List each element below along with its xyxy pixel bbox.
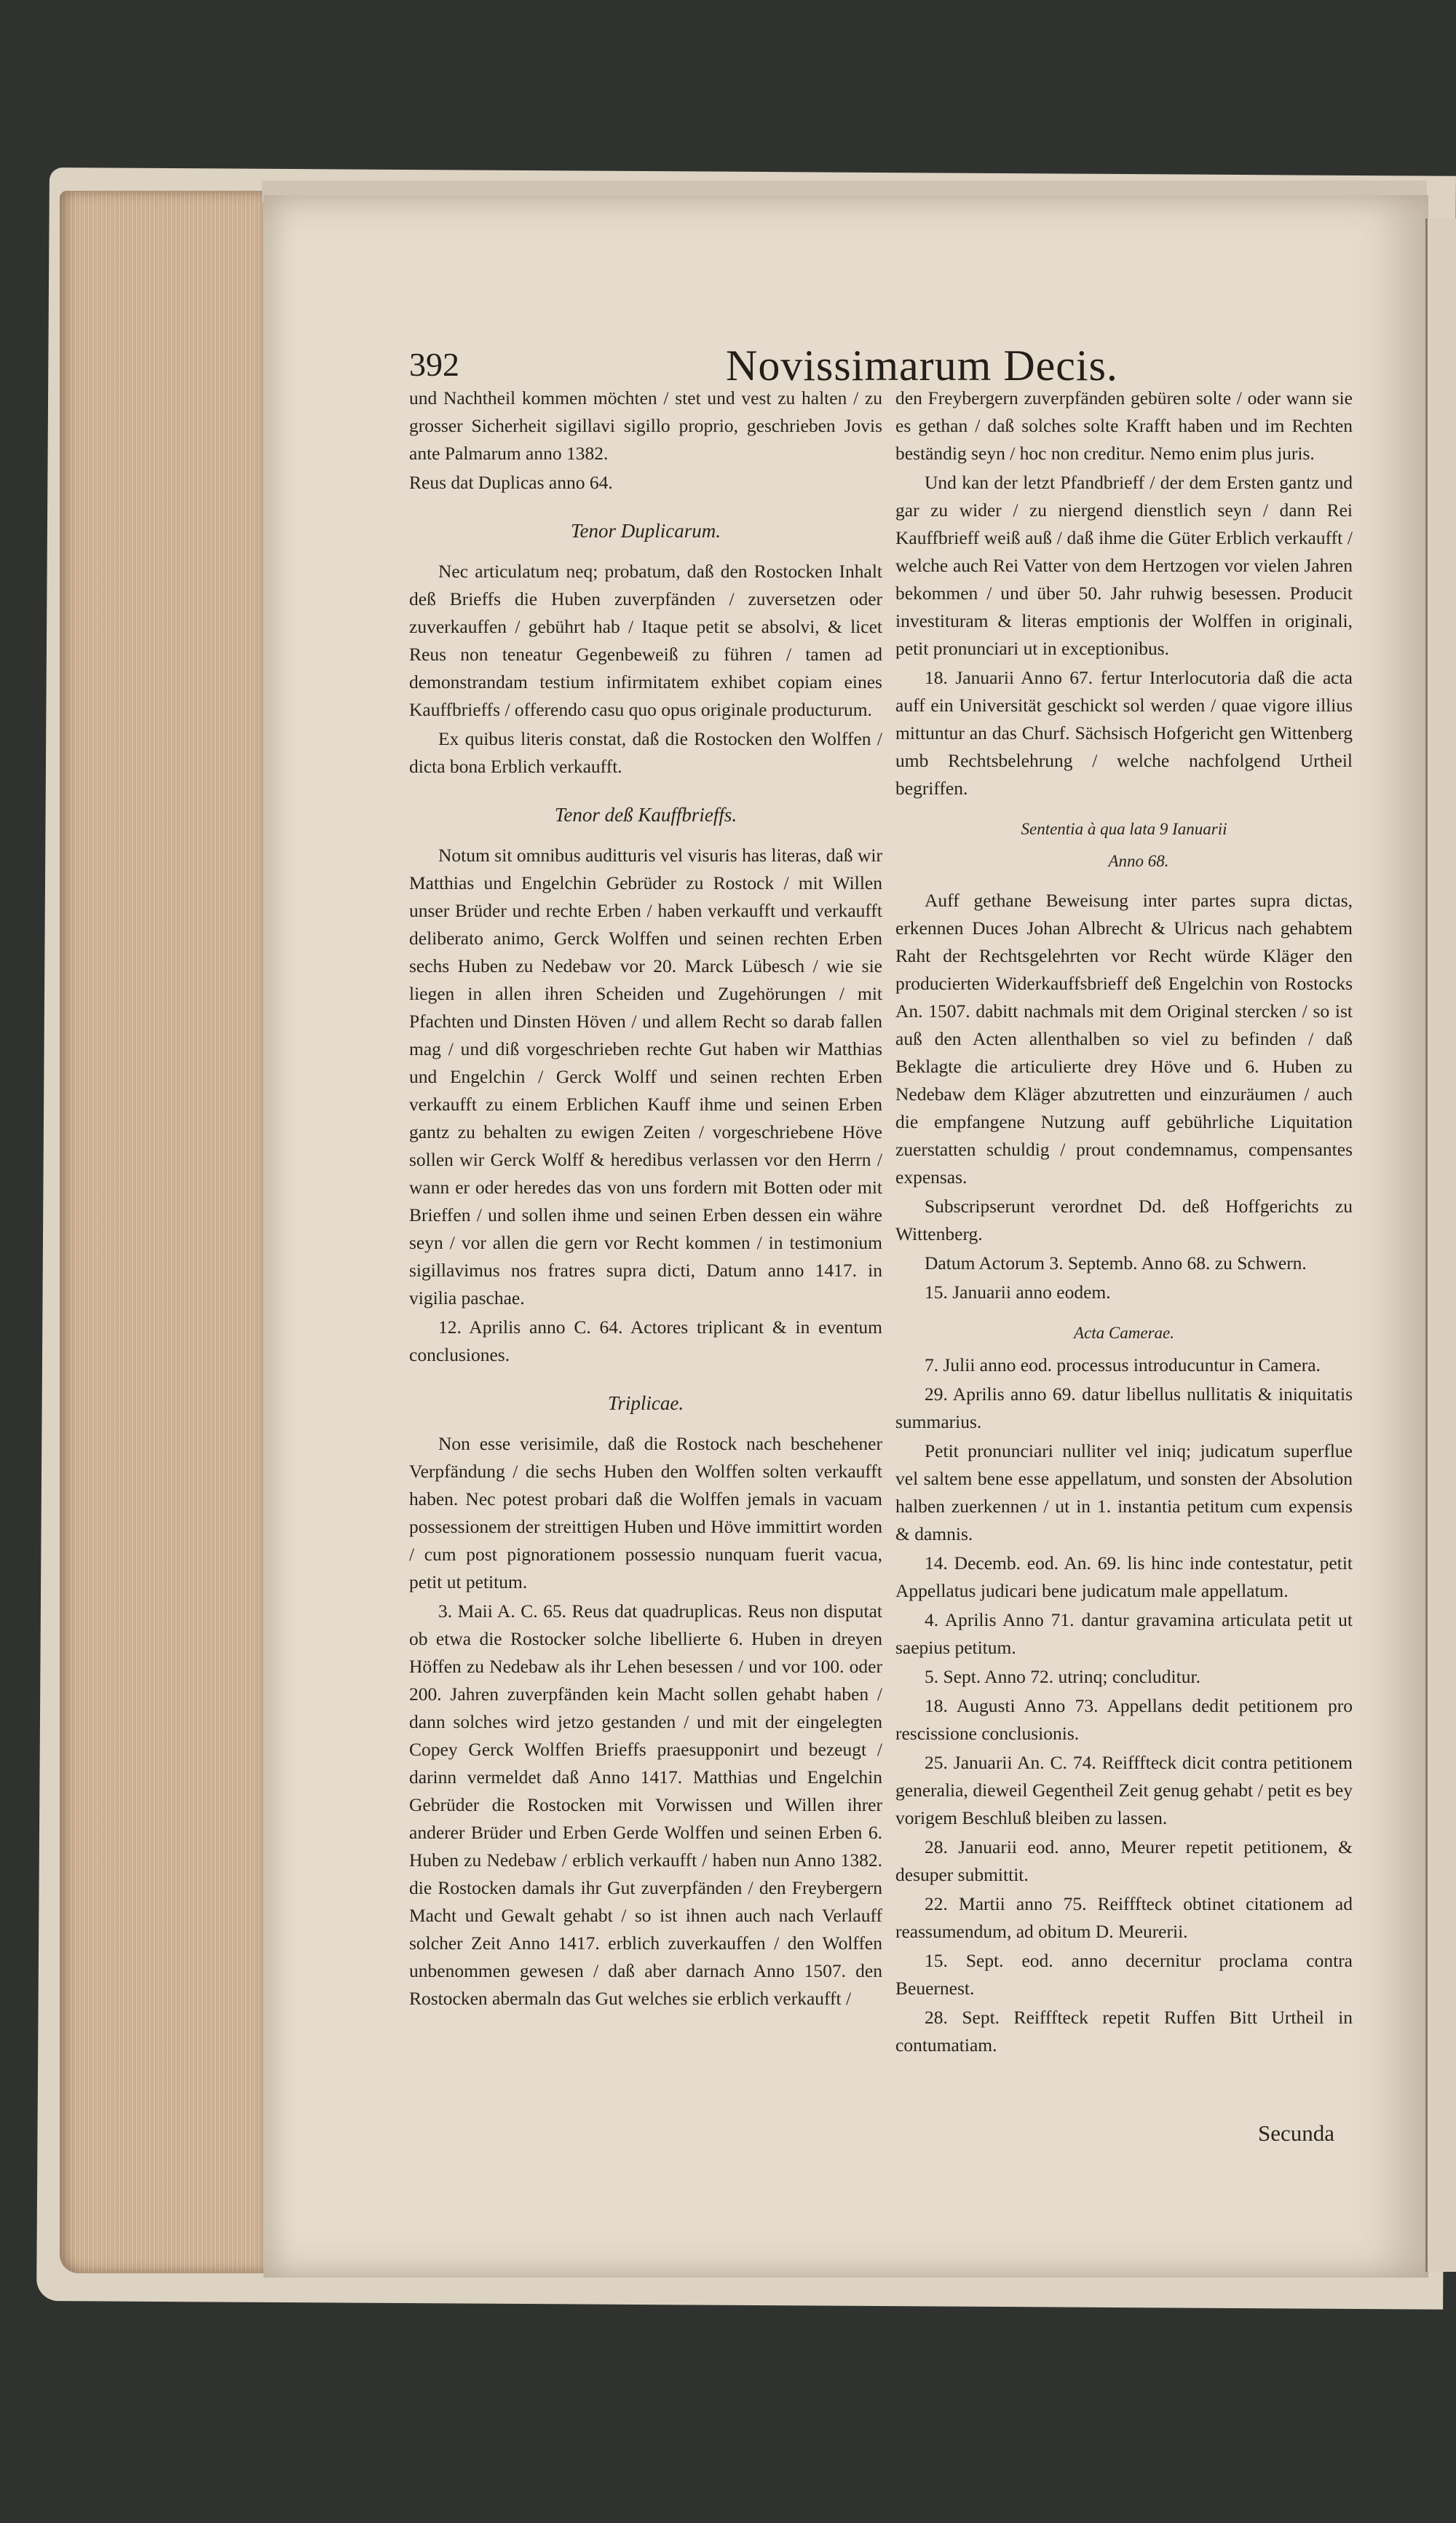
paragraph: 4. Aprilis Anno 71. dantur gravamina articulata petit ut saepius petitum. <box>895 1609 1353 1658</box>
paragraph: und Nachtheil kommen möchten / stet und vest zu halten / zu grosser Sicherheit sigillavi sigillo proprio, geschrieben Jovis ante Palmarum anno 1382. <box>409 387 882 464</box>
paragraph: 5. Sept. Anno 72. utrinq; concluditur. <box>925 1666 1200 1687</box>
paragraph: Reus dat Duplicas anno 64. <box>409 472 613 493</box>
paragraph: 29. Aprilis anno 69. datur libellus nullitatis & iniquitatis summarius. <box>895 1383 1353 1432</box>
paragraph: 14. Decemb. eod. An. 69. lis hinc inde contestatur, petit Appellatus judicari bene judicatum male appellatum. <box>895 1552 1353 1601</box>
catchword: Secunda <box>1258 2120 1335 2146</box>
section-subheading: Anno 68. <box>1108 852 1169 870</box>
section-heading: Triplicae. <box>607 1392 684 1414</box>
paragraph: 22. Martii anno 75. Reifffteck obtinet citationem ad reassumendum, ad obitum D. Meurerii. <box>895 1893 1353 1942</box>
section-heading: Sententia à qua lata 9 Ianuarii <box>1021 820 1227 838</box>
paragraph: 15. Januarii anno eodem. <box>925 1282 1111 1303</box>
right-text-column <box>895 384 1353 2061</box>
right-page-edge <box>1425 218 1456 2272</box>
page-edges <box>60 191 267 2273</box>
paragraph: 3. Maii A. C. 65. Reus dat quadruplicas. Reus non disputat ob etwa die Rostocker solche libellierte 6. Huben in dreyen Höffen zu Nedebaw als ihr Lehen besessen / und vor 100. oder 200. Jahren zuverpfänden kein Macht sollen gehabt haben / dann solches wird jetzo gestanden / und mit der eingelegten Copey Gerck Wolffen Brieffs praesupponirt und bezeugt / darinn vermeldet daß Anno 1417. Matthias und Engelchin Gebrüder die Rostocken mit Vorwissen und Willen ihrer anderer Brüder und Erben Gerde Wolffen und seinen Erben 6. Huben zu Nedebaw / erblich verkaufft / haben nun Anno 1382. die Rostocken damals ihr Gut zuverpfänden / den Freybergern Macht und Gewalt gehabt / so ist ihnen auch nach Verlauff solcher Zeit Anno 1417. erblich zuverkauffen / den Wolffen unbenommen gewesen / daß aber darnach Anno 1507. den Rostocken abermaln das Gut welches sie erblich verkaufft / <box>409 1600 882 2009</box>
paragraph: Nec articulatum neq; probatum, daß den Rostocken Inhalt deß Brieffs die Huben zuverpfänden / zuversetzen oder zuverkauffen / gebührt hab / Itaque petit se absolvi, & licet Reus non teneatur Gegenbeweiß zu führen / tamen ad demonstrandam testium infirmitatem exhibet copiam eines Kauffbrieffs / offerendo casu quo opus originale producturum. <box>409 561 882 720</box>
section-heading: Acta Camerae. <box>1074 1324 1174 1342</box>
paragraph: 18. Januarii Anno 67. fertur Interlocutoria daß die acta auff ein Universität geschickt sol werden / quae vigore illius mittuntur an das Churf. Sächsisch Hofgericht gen Wittenberg umb Rechtsbelehrung / welche nachfolgend Urtheil begriffen. <box>895 667 1353 799</box>
paragraph: 25. Januarii An. C. 74. Reifffteck dicit contra petitionem generalia, dieweil Gegentheil Zeit genug gehabt / petit es bey vorigem Beschluß bleiben zu lassen. <box>895 1752 1353 1828</box>
paragraph: 7. Julii anno eod. processus introducuntur in Camera. <box>925 1354 1321 1375</box>
paragraph: Notum sit omnibus auditturis vel visuris has literas, daß wir Matthias und Engelchin Gebrüder zu Rostock / mit Willen unser Brüder und rechte Erben / haben verkaufft und verkaufft deliberato animo, Gerck Wolffen und seinen rechten Erben sechs Huben zu Nedebaw vor 20. Marck Lübesch / wie sie liegen in allen ihren Scheiden und Zugehörungen / mit Pfachten und Dinsten Höven / und allem Recht so darab fallen mag / und diß vorgeschrieben rechte Gut haben wir Matthias und Engelchin / Gerck Wolff und seinen rechten Erben verkaufft zu einem Erblichen Kauff ihme und seinen Erben gantz zu behalten zu ewigen Zeiten / vorgeschriebene Höve sollen wir Gerck Wolff & heredibus verlassen vor den Herrn / wann er oder heredes das von uns fordern mit Botten oder mit Brieffen / und sollen ihme und seinen Erben dessen ein währe seyn / vor allen die gern vor Recht kommen / in testimonium sigillavimus nos fratres supra dicti, Datum anno 1417. in vigilia paschae. <box>409 845 882 1308</box>
paragraph: Auff gethane Beweisung inter partes supra dictas, erkennen Duces Johan Albrecht & Ulricus nach gehabtem Raht der Rechtsgelehrten vor Recht würde Kläger den producierten Widerkauffsbrieff deß Engelchin von Rostocks An. 1507. dabitt nachmals mit dem Original stercken / so ist auß den Acten allenthalben so viel zu befinden / daß Beklagte die articulierte drey Höve und 6. Huben zu Nedebaw dem Kläger abzutretten und einzuräumen / auch die empfangene Nutzung auff gebührliche Liquitation zuerstatten schuldig / prout condemnamus, compensantes expensas. <box>895 890 1353 1188</box>
paragraph: 28. Sept. Reifffteck repetit Ruffen Bitt Urtheil in contumatiam. <box>895 2007 1353 2056</box>
paragraph: 12. Aprilis anno C. 64. Actores triplicant & in eventum conclusiones. <box>409 1316 882 1365</box>
page-title: Novissimarum Decis. <box>726 341 1118 390</box>
paragraph: Subscripserunt verordnet Dd. deß Hoffgerichts zu Wittenberg. <box>895 1196 1353 1244</box>
paragraph: Petit pronunciari nulliter vel iniq; judicatum superflue vel saltem bene esse appellatum, und sonsten der Absolution halben zuerkennen / ut in 1. instantia petitum cum expensis & damnis. <box>895 1440 1353 1544</box>
page-number: 392 <box>409 346 459 383</box>
paragraph: Und kan der letzt Pfandbrieff / der dem Ersten gantz und gar zu wider / zu niergend dienstlich seyn / dann Rei Kauffbrieff weiß auß / daß ihme die Güter Erblich verkaufft / welche auch Rei Vatter von dem Hertzogen vor vielen Jahren bekommen / und über 50. Jahr ruhwig besessen. Producit investituram & literas emptionis der Wolffen in originali, petit pronunciari ut in exceptionibus. <box>895 472 1353 659</box>
section-heading: Tenor deß Kauffbrieffs. <box>554 804 737 826</box>
paragraph: Ex quibus literis constat, daß die Rostocken den Wolffen / dicta bona Erblich verkaufft. <box>409 728 882 777</box>
paragraph: 28. Januarii eod. anno, Meurer repetit petitionem, & desuper submittit. <box>895 1836 1353 1885</box>
paragraph: Datum Actorum 3. Septemb. Anno 68. zu Schwern. <box>925 1252 1307 1274</box>
paragraph: Non esse verisimile, daß die Rostock nach beschehener Verpfändung / die sechs Huben den Wolffen solten verkaufft haben. Nec potest probari daß die Wolffen jemals in vacuam possessionem der streittigen Huben und Höve immittirt worden / cum post pignorationem possessio nunquam fuerit vacua, petit ut petitum. <box>409 1433 882 1592</box>
left-text-column <box>409 384 882 2014</box>
paragraph: 15. Sept. eod. anno decernitur proclama contra Beuernest. <box>895 1950 1353 1999</box>
section-heading: Tenor Duplicarum. <box>570 520 721 542</box>
paragraph: den Freybergern zuverpfänden gebüren solte / oder wann sie es gethan / daß solches solte Krafft haben und im Rechten beständig seyn / hoc non creditur. Nemo enim plus juris. <box>895 387 1353 464</box>
paragraph: 18. Augusti Anno 73. Appellans dedit petitionem pro rescissione conclusionis. <box>895 1695 1353 1744</box>
